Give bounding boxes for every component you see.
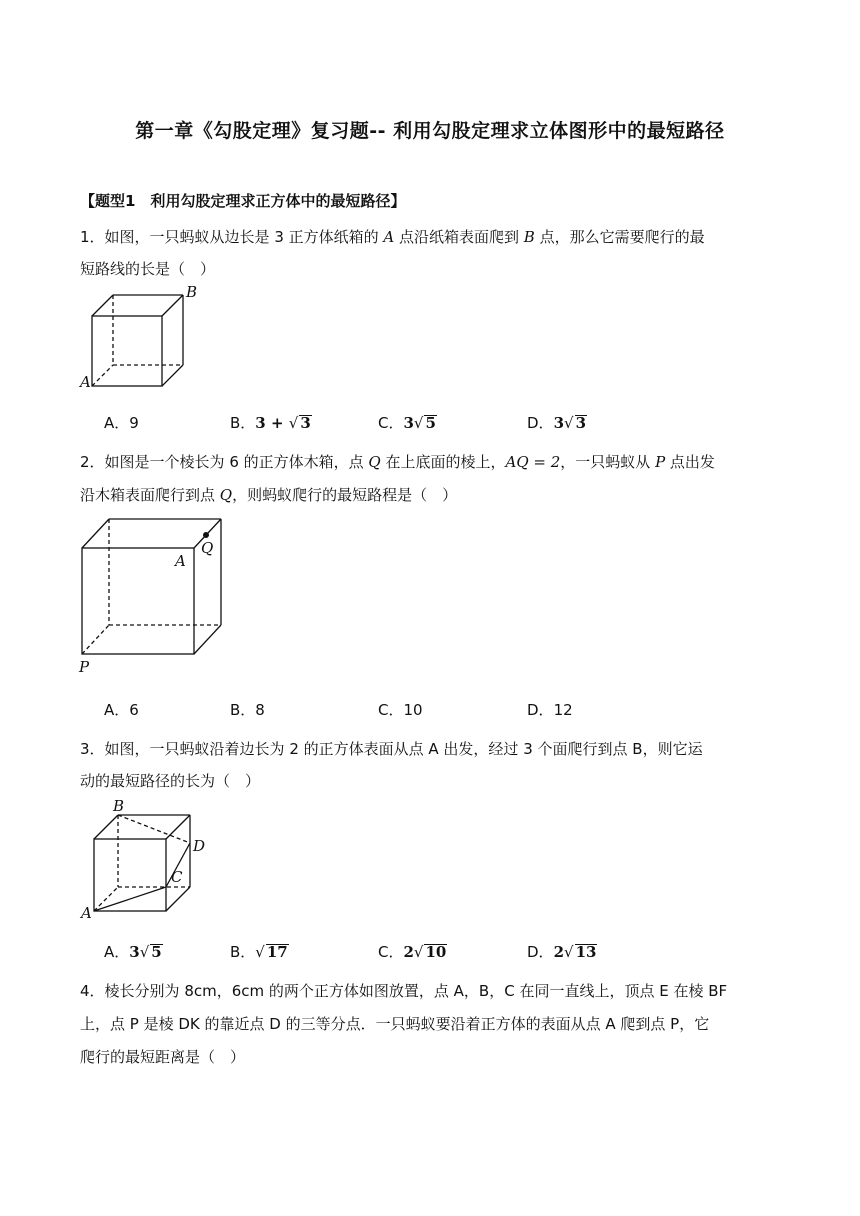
q2-label-p: P <box>79 658 90 676</box>
q3-label-a: A <box>81 904 92 922</box>
q3-line1: 3．如图，一只蚂蚁沿着边长为 2 的正方体表面从点 A 出发，经过 3 个面爬行到点 B，则它运 <box>80 740 703 758</box>
q3-option-b[interactable]: B．√ 17 <box>230 943 288 961</box>
q3-option-d[interactable]: D．2√ 13 <box>527 943 597 961</box>
q2-label-q: Q <box>201 539 214 557</box>
q1-cube-figure <box>78 284 208 394</box>
q3-line2: 动的最短路径的长为（ ） <box>80 772 261 790</box>
q2-option-d[interactable]: D．12 <box>527 701 573 719</box>
q2-line1: 2．如图是一个棱长为 6 的正方体木箱，点 Q 在上底面的棱上，AQ = 2，一只蚂蚁从 P 点出发 <box>80 453 715 471</box>
q2-cube-figure <box>76 512 246 677</box>
q3-label-b: B <box>113 797 125 815</box>
q1-option-b[interactable]: B．3 + √ 3 <box>230 414 311 432</box>
q4-line3: 爬行的最短距离是（ ） <box>80 1048 246 1066</box>
page-title: 第一章《勾股定理》复习题-- 利用勾股定理求立体图形中的最短路径 <box>135 120 725 142</box>
q2-label-a: A <box>175 552 186 570</box>
q3-label-d: D <box>193 837 206 855</box>
q2-option-b[interactable]: B．8 <box>230 701 265 719</box>
q2-line2: 沿木箱表面爬行到点 Q，则蚂蚁爬行的最短路程是（ ） <box>80 486 458 504</box>
q1-line2: 短路线的长是（ ） <box>80 260 216 278</box>
q2-point-q <box>203 532 209 538</box>
q4-line1: 4．棱长分别为 8cm，6cm 的两个正方体如图放置，点 A，B，C 在同一直线上，顶点 E 在棱 BF <box>80 982 728 1000</box>
q1-label-b: B <box>186 283 198 301</box>
q4-line2: 上，点 P 是棱 DK 的靠近点 D 的三等分点．一只蚂蚁要沿着正方体的表面从点 A 爬到点 P，它 <box>80 1015 710 1033</box>
q1-option-d[interactable]: D．3√ 3 <box>527 414 586 432</box>
q3-option-a[interactable]: A．3√ 5 <box>104 943 162 961</box>
q2-option-a[interactable]: A．6 <box>104 701 139 719</box>
q1-option-c[interactable]: C．3√ 5 <box>378 414 436 432</box>
section-heading: 【题型1 利用勾股定理求正方体中的最短路径】 <box>80 192 406 210</box>
q3-label-c: C <box>171 868 183 886</box>
q2-option-c[interactable]: C．10 <box>378 701 423 719</box>
q1-line1: 1．如图，一只蚂蚁从边长是 3 正方体纸箱的 A 点沿纸箱表面爬到 B 点，那么它需要爬行的最 <box>80 228 705 246</box>
q1-option-a[interactable]: A．9 <box>104 414 139 432</box>
q1-label-a: A <box>80 373 91 391</box>
q3-cube-figure <box>78 796 218 921</box>
q3-path-ac <box>94 887 166 911</box>
q3-option-c[interactable]: C．2√ 10 <box>378 943 447 961</box>
